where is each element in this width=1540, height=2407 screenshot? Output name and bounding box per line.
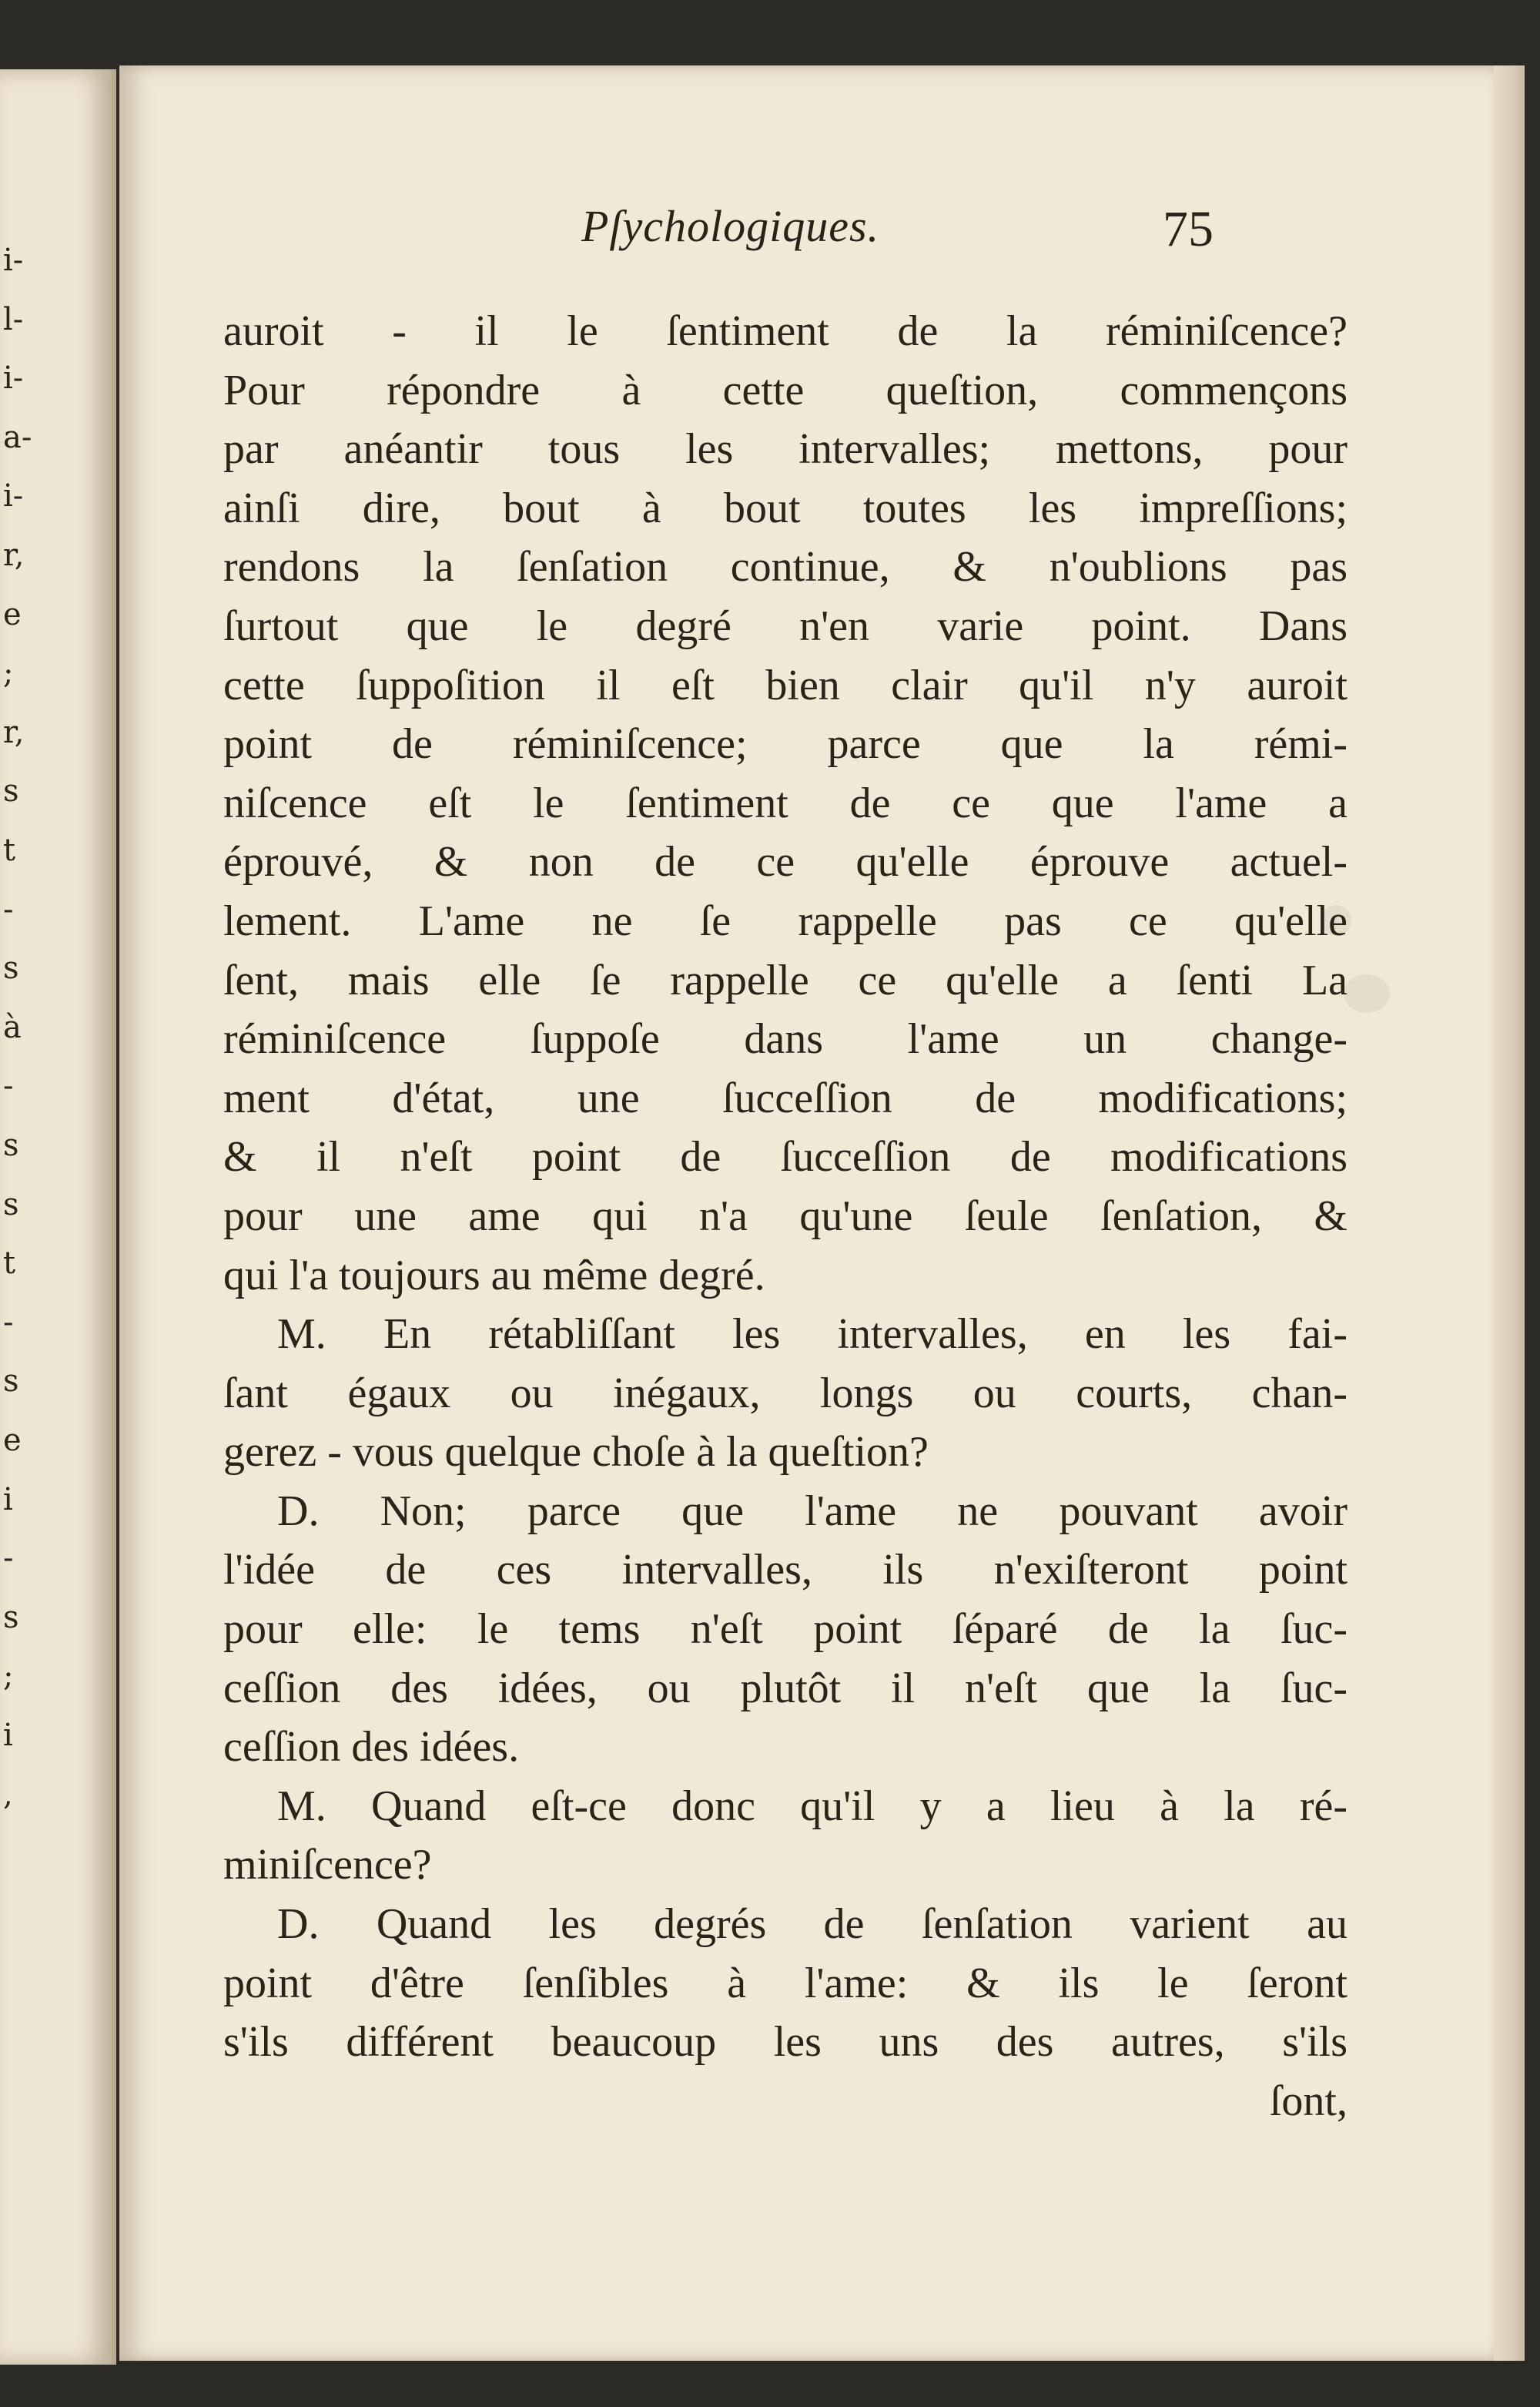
- text-line: Pour répondre à cette queſtion, commençons: [223, 366, 1348, 414]
- previous-page-fragment: s: [3, 773, 19, 810]
- previous-page-fragment: e: [3, 596, 22, 632]
- page-header: [119, 200, 1502, 262]
- previous-page-fragment: s: [3, 950, 19, 987]
- text-line: ſant égaux ou inégaux, longs ou courts, chan-: [223, 1369, 1348, 1417]
- previous-page-fragment: s: [3, 1128, 19, 1163]
- previous-page-fragments: [0, 69, 112, 2365]
- previous-page-fragment: i-: [3, 243, 24, 278]
- paper-spot: [1344, 974, 1390, 1013]
- text-line: auroit - il le ſentiment de la réminiſcence?: [223, 307, 1348, 355]
- text-line: ſent, mais elle ſe rappelle ce qu'elle a ſenti La: [223, 956, 1348, 1004]
- previous-page-fragment: r,: [3, 714, 25, 750]
- text-line: lement. L'ame ne ſe rappelle pas ce qu'elle: [223, 897, 1348, 945]
- page-number: 75: [1163, 201, 1214, 257]
- previous-page-fragment: i: [3, 1718, 13, 1753]
- previous-page-fragment: i-: [3, 360, 24, 397]
- previous-page-fragment: s: [3, 1599, 19, 1635]
- text-line: ceſſion des idées, ou plutôt il n'eſt que la ſuc-: [223, 1664, 1348, 1712]
- previous-page-fragment: t: [3, 1245, 16, 1282]
- previous-page-fragment: -: [3, 1540, 14, 1577]
- text-line: ceſſion des idées.: [223, 1723, 520, 1772]
- previous-page-fragment: i-: [3, 478, 24, 515]
- text-line: ſurtout que le degré n'en varie point. Dans: [223, 602, 1348, 650]
- previous-page-fragment: e: [3, 1423, 22, 1458]
- text-line: pour elle: le tems n'eſt point ſéparé de la ſuc-: [223, 1605, 1348, 1654]
- text-line: point d'être ſenſibles à l'ame: & ils le ſeront: [223, 1959, 1348, 2007]
- text-line: réminiſcence ſuppoſe dans l'ame un change-: [223, 1015, 1348, 1064]
- previous-page-fragment: -: [3, 891, 14, 927]
- text-line: ainſi dire, bout à bout toutes les impreſſions;: [223, 484, 1348, 532]
- previous-page-fragment: ,: [3, 1776, 13, 1812]
- previous-page-fragment: a-: [3, 419, 32, 455]
- previous-page-fragment: ;: [3, 1658, 14, 1695]
- text-line: pour une ame qui n'a qu'une ſeule ſenſation, &: [223, 1192, 1348, 1240]
- page-stack-edge: [1494, 65, 1525, 2361]
- previous-page-fragment: r,: [3, 538, 25, 573]
- text-line: rendons la ſenſation continue, & n'oublions pas: [223, 543, 1348, 592]
- text-line: niſcence eſt le ſentiment de ce que l'ame a: [223, 779, 1348, 827]
- text-line: par anéantir tous les intervalles; mettons, pour: [223, 425, 1348, 474]
- text-line: M. Quand eſt-ce donc qu'il y a lieu à la ré-: [277, 1782, 1348, 1830]
- text-line: cette ſuppoſition il eſt bien clair qu'il n'y auroit: [223, 661, 1348, 709]
- previous-page-fragment: à: [3, 1009, 22, 1045]
- text-line: & il n'eſt point de ſucceſſion de modifications: [223, 1133, 1348, 1182]
- text-line: point de réminiſcence; parce que la rémi-: [223, 720, 1348, 769]
- text-line: M. En rétabliſſant les intervalles, en les fai-: [277, 1310, 1348, 1359]
- text-line: l'idée de ces intervalles, ils n'exiſteront point: [223, 1546, 1348, 1594]
- previous-page-fragment: i: [3, 1481, 13, 1517]
- text-line: qui l'a toujours au même degré.: [223, 1251, 765, 1299]
- body-text: [223, 302, 1348, 2130]
- text-line: éprouvé, & non de ce qu'elle éprouve actuel-: [223, 838, 1348, 887]
- text-line: D. Quand les degrés de ſenſation varient au: [277, 1900, 1348, 1949]
- book-page: [119, 65, 1502, 2361]
- text-line: D. Non; parce que l'ame ne pouvant avoir: [277, 1487, 1348, 1535]
- running-title: Pſychologiques.: [581, 201, 880, 251]
- previous-page-edge: [0, 69, 116, 2365]
- previous-page-fragment: s: [3, 1363, 19, 1400]
- previous-page-fragment: ;: [3, 655, 14, 692]
- catchword: ſont,: [1269, 2077, 1348, 2125]
- previous-page-fragment: -: [3, 1068, 14, 1105]
- text-line: miniſcence?: [223, 1841, 432, 1889]
- previous-page-fragment: s: [3, 1186, 19, 1222]
- previous-page-fragment: t: [3, 833, 16, 868]
- previous-page-fragment: -: [3, 1304, 14, 1340]
- text-line: gerez - vous quelque choſe à la queſtion?: [223, 1428, 929, 1477]
- text-line: ment d'état, une ſucceſſion de modifications;: [223, 1074, 1348, 1122]
- text-line: s'ils différent beaucoup les uns des autres, s'ils: [223, 2018, 1348, 2067]
- previous-page-fragment: l-: [3, 301, 24, 337]
